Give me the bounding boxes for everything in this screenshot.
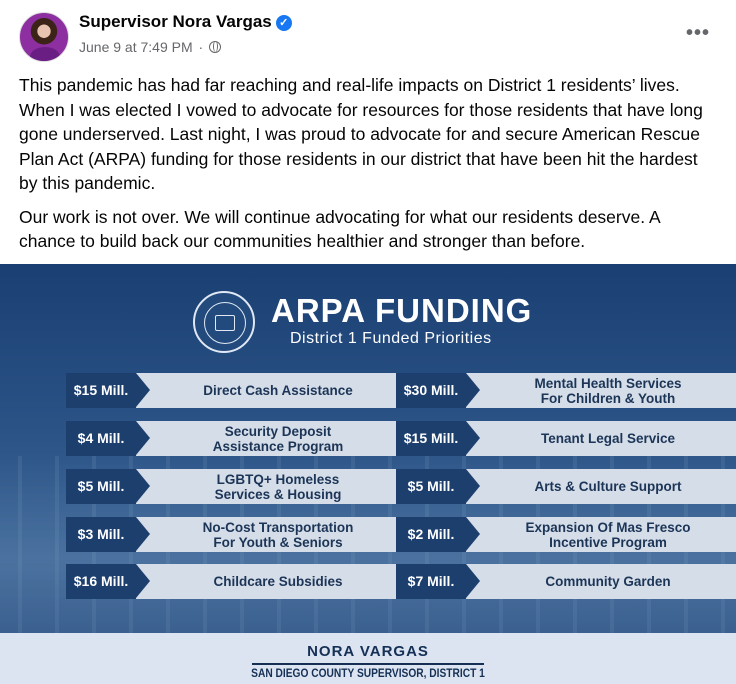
funding-amount: $15 Mill. bbox=[66, 373, 136, 408]
author-name[interactable] bbox=[79, 12, 292, 32]
author-avatar[interactable] bbox=[19, 12, 69, 62]
funding-amount: $2 Mill. bbox=[396, 517, 466, 552]
funding-label: No-Cost Transportation For Youth & Seniors bbox=[136, 517, 408, 552]
arrow-chevron-icon bbox=[466, 564, 480, 598]
funding-label: Arts & Culture Support bbox=[466, 469, 736, 504]
funding-label: Mental Health Services For Children & Youth bbox=[466, 373, 736, 408]
funding-amount: $5 Mill. bbox=[66, 469, 136, 504]
funding-label: LGBTQ+ Homeless Services & Housing bbox=[136, 469, 408, 504]
funding-label: Childcare Subsidies bbox=[136, 564, 408, 599]
funding-amount: $16 Mill. bbox=[66, 564, 136, 599]
footer-name: NORA VARGAS bbox=[307, 643, 429, 660]
funding-amount: $7 Mill. bbox=[396, 564, 466, 599]
post-paragraph: This pandemic has had far reaching and real-life impacts on District 1 residents’ lives. When I was elected I vowed to advocate for resources for those residents that have long gone underserved. Last night, I was proud to advocate for and secure American Rescue Plan Act (ARPA) funding for those residents in our district that have been hit the hardest by this pandemic. bbox=[19, 75, 703, 193]
funding-row bbox=[66, 564, 408, 599]
graphic-footer bbox=[0, 633, 736, 684]
funding-row bbox=[396, 421, 736, 456]
post-timestamp[interactable]: June 9 at 7:49 PM bbox=[79, 39, 193, 55]
graphic-subtitle: District 1 Funded Priorities bbox=[290, 330, 492, 347]
arrow-chevron-icon bbox=[136, 469, 150, 503]
funding-amount: $15 Mill. bbox=[396, 421, 466, 456]
funding-amount: $3 Mill. bbox=[66, 517, 136, 552]
arrow-chevron-icon bbox=[136, 373, 150, 407]
verified-badge-icon: ✓ bbox=[276, 15, 292, 31]
arrow-chevron-icon bbox=[466, 373, 480, 407]
funding-row bbox=[396, 373, 736, 408]
funding-row bbox=[66, 373, 408, 408]
funding-row bbox=[396, 469, 736, 504]
funding-row bbox=[66, 421, 408, 456]
globe-icon[interactable] bbox=[209, 41, 221, 53]
post-meta bbox=[79, 39, 221, 55]
footer-divider bbox=[252, 663, 484, 665]
funding-row bbox=[66, 517, 408, 552]
arrow-chevron-icon bbox=[466, 469, 480, 503]
funding-label: Community Garden bbox=[466, 564, 736, 599]
funding-label: Tenant Legal Service bbox=[466, 421, 736, 456]
arrow-chevron-icon bbox=[466, 517, 480, 551]
funding-row bbox=[66, 469, 408, 504]
funding-label: Expansion Of Mas Fresco Incentive Program bbox=[466, 517, 736, 552]
graphic-title: ARPA FUNDING bbox=[271, 292, 533, 329]
funding-amount: $30 Mill. bbox=[396, 373, 466, 408]
post-image[interactable] bbox=[0, 264, 736, 684]
footer-role: SAN DIEGO COUNTY SUPERVISOR, DISTRICT 1 bbox=[251, 666, 485, 680]
funding-row bbox=[396, 564, 736, 599]
post-text bbox=[19, 73, 719, 263]
arrow-chevron-icon bbox=[136, 421, 150, 455]
funding-row bbox=[396, 517, 736, 552]
funding-label: Security Deposit Assistance Program bbox=[136, 421, 408, 456]
post-paragraph: Our work is not over. We will continue advocating for what our residents deserve. A chance to build back our communities healthier and stronger than before. bbox=[19, 206, 660, 251]
funding-amount: $5 Mill. bbox=[396, 469, 466, 504]
author-name-text[interactable]: Supervisor Nora Vargas bbox=[79, 12, 272, 31]
funding-label: Direct Cash Assistance bbox=[136, 373, 408, 408]
meta-separator: · bbox=[198, 39, 204, 55]
board-seal-logo bbox=[193, 291, 255, 353]
funding-amount: $4 Mill. bbox=[66, 421, 136, 456]
arrow-chevron-icon bbox=[466, 421, 480, 455]
post-header bbox=[0, 0, 736, 70]
more-options-icon[interactable]: ••• bbox=[685, 22, 710, 44]
arrow-chevron-icon bbox=[136, 517, 150, 551]
arrow-chevron-icon bbox=[136, 564, 150, 598]
